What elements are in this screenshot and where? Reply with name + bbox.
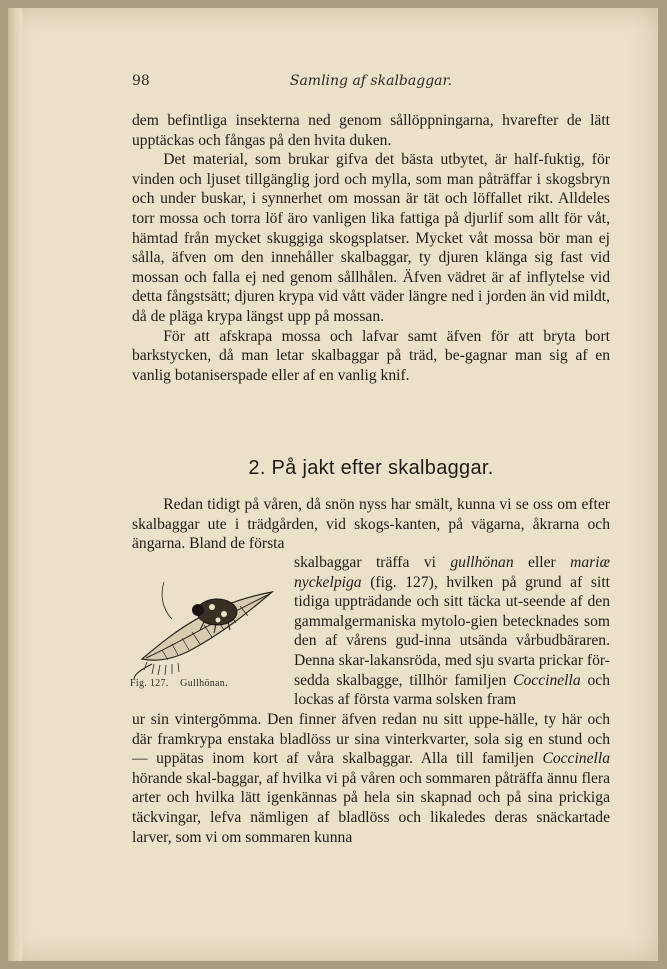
ladybird-figure (132, 564, 282, 689)
wrap-italic-a: gullhönan (450, 554, 514, 571)
wrap-text-a: skalbaggar träffa vi (294, 554, 451, 571)
ladybird-on-leaf-icon (132, 564, 282, 689)
wrap-italic-c: Coccinella (513, 671, 581, 689)
wrap-text-b: eller (513, 554, 571, 571)
paragraph-1: dem befintliga insekterna ned genom sållöppningarna, hvarefter de lätt upptäckas och fångas på den hvita duken. (132, 112, 610, 149)
after-wrap-paragraph (132, 710, 610, 847)
figure-caption-text: Gullhönan. (180, 678, 228, 689)
running-title: Samling af skalbaggar. (289, 73, 453, 89)
paragraph-2: Det material, som brukar gifva det bästa utbytet, är half-fuktig, för vinden och ljuset tillgänglig jord och mylla, som man påträffar i skogsbryn och under buskar, i synnerhet om mossan är tät och löffallet rikt. Alldeles torr mossa och torra löf äro vanligen lika fattiga på djurlif som allt för våt, hämtad från mycket skuggiga skogsplatser. Mycket våt mossa bör man ej sålla, äfven om den innehåller skalbaggar, ty djuren klänga sig fast vid mossan och falla ej ned genom sållhålen. Äfven vädret är af inflytelse vid detta fångstsätt; djuren krypa vid vått väder längre ned i jorden än vid mildt, då de pläga krypa längst upp på mossan. (132, 151, 610, 325)
wrap-italic-b: mariæ nyckelpiga (294, 554, 611, 591)
figure-caption (130, 678, 288, 689)
figure-label: Fig. 127. (130, 678, 169, 689)
after-wrap-text-a: ur sin vintergömma. Den finner äfven redan nu sitt uppe-hälle, ty här och där framkrypa enstaka bladlöss ur sina vinterkvarter, sola sig en stund och — uppätas inom kort af våra skalbaggar. Alla till familjen (132, 711, 610, 768)
section-heading: 2. På jakt efter skalbaggar. (248, 457, 494, 479)
wrap-text-c: (fig. 127), hvilken på grund af sitt tidiga uppträdande och sitt täcka ut-seende af den gammalgermaniska mytolo-gien betecknades som den af vårens gud-inna utsända vårbudbäraren. Denna skar-lakansröda, med sju svarta prickar för-sedda skalbagge, tillhör familjen (294, 573, 610, 689)
after-wrap-text-b: hörande skal-baggar, af hvilka vi på våren och sommaren påträffa ännu flera arter och hvilka lätt igenkännas på hela sin skapnad och på sina prickiga täckvingar, lefva nämligen af bladlöss och likaledes deras snäckartade larver, som vi om sommaren kunna (132, 769, 610, 846)
section-intro-block (132, 495, 610, 554)
page-spine-shadow (8, 8, 22, 961)
text-block-bottom (132, 710, 610, 847)
section-intro-paragraph: Redan tidigt på våren, då snön nyss har smält, kunna vi se oss om efter skalbaggar ute i trädgården, vid skogs-kanten, på vägarna, åkrarna och ängarna. Bland de första (132, 496, 610, 553)
page-header (132, 73, 610, 97)
page-number: 98 (132, 73, 150, 89)
text-block-top (132, 111, 610, 385)
wrapped-text-block (294, 553, 610, 710)
after-wrap-italic-a: Coccinella (542, 750, 610, 768)
paragraph-3: För att afskrapa mossa och lafvar samt äfven för att bryta bort barkstycken, då man letar skalbaggar på träd, be-gagnar man sig af en vanlig botaniserspade eller af en vanlig knif. (132, 327, 610, 384)
wrap-text-d: och lockas af första varma solsken fram (294, 671, 610, 709)
book-page (8, 8, 658, 961)
